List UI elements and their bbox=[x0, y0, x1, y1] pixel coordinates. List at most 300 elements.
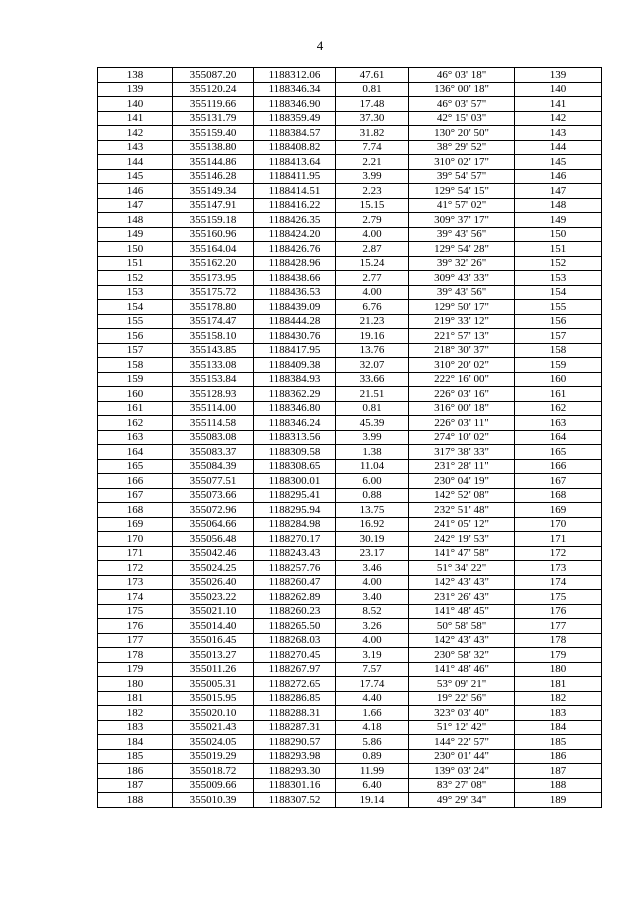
point-cell: 150 bbox=[98, 242, 173, 257]
y-coordinate-cell: 1188260.23 bbox=[254, 604, 336, 619]
next-point-cell: 184 bbox=[515, 720, 602, 735]
bearing-cell: 141° 48' 46" bbox=[409, 662, 515, 677]
table-row bbox=[98, 546, 602, 561]
point-cell: 174 bbox=[98, 590, 173, 605]
distance-cell: 0.81 bbox=[336, 82, 409, 97]
y-coordinate-cell: 1188309.58 bbox=[254, 445, 336, 460]
point-cell: 170 bbox=[98, 532, 173, 547]
x-coordinate-cell: 355021.43 bbox=[173, 720, 254, 735]
bearing-cell: 39° 32' 26" bbox=[409, 256, 515, 271]
x-coordinate-cell: 355014.40 bbox=[173, 619, 254, 634]
point-cell: 162 bbox=[98, 416, 173, 431]
bearing-cell: 51° 12' 42" bbox=[409, 720, 515, 735]
x-coordinate-cell: 355005.31 bbox=[173, 677, 254, 692]
point-cell: 167 bbox=[98, 488, 173, 503]
x-coordinate-cell: 355162.20 bbox=[173, 256, 254, 271]
x-coordinate-cell: 355174.47 bbox=[173, 314, 254, 329]
distance-cell: 17.48 bbox=[336, 97, 409, 112]
next-point-cell: 183 bbox=[515, 706, 602, 721]
point-cell: 159 bbox=[98, 372, 173, 387]
next-point-cell: 169 bbox=[515, 503, 602, 518]
table-row bbox=[98, 198, 602, 213]
table-row bbox=[98, 285, 602, 300]
point-cell: 141 bbox=[98, 111, 173, 126]
table-row bbox=[98, 256, 602, 271]
distance-cell: 2.87 bbox=[336, 242, 409, 257]
next-point-cell: 186 bbox=[515, 749, 602, 764]
distance-cell: 2.77 bbox=[336, 271, 409, 286]
table-row bbox=[98, 561, 602, 576]
point-cell: 183 bbox=[98, 720, 173, 735]
next-point-cell: 142 bbox=[515, 111, 602, 126]
x-coordinate-cell: 355160.96 bbox=[173, 227, 254, 242]
bearing-cell: 274° 10' 02" bbox=[409, 430, 515, 445]
point-cell: 166 bbox=[98, 474, 173, 489]
table-row bbox=[98, 735, 602, 750]
x-coordinate-cell: 355083.08 bbox=[173, 430, 254, 445]
distance-cell: 3.19 bbox=[336, 648, 409, 663]
x-coordinate-cell: 355144.86 bbox=[173, 155, 254, 170]
bearing-cell: 46° 03' 18" bbox=[409, 68, 515, 83]
y-coordinate-cell: 1188300.01 bbox=[254, 474, 336, 489]
distance-cell: 3.46 bbox=[336, 561, 409, 576]
distance-cell: 3.40 bbox=[336, 590, 409, 605]
distance-cell: 6.00 bbox=[336, 474, 409, 489]
table-row bbox=[98, 778, 602, 793]
bearing-cell: 231° 26' 43" bbox=[409, 590, 515, 605]
next-point-cell: 159 bbox=[515, 358, 602, 373]
point-cell: 169 bbox=[98, 517, 173, 532]
table-row bbox=[98, 111, 602, 126]
next-point-cell: 178 bbox=[515, 633, 602, 648]
next-point-cell: 188 bbox=[515, 778, 602, 793]
point-cell: 172 bbox=[98, 561, 173, 576]
next-point-cell: 160 bbox=[515, 372, 602, 387]
x-coordinate-cell: 355013.27 bbox=[173, 648, 254, 663]
bearing-cell: 323° 03' 40" bbox=[409, 706, 515, 721]
x-coordinate-cell: 355084.39 bbox=[173, 459, 254, 474]
next-point-cell: 164 bbox=[515, 430, 602, 445]
x-coordinate-cell: 355149.34 bbox=[173, 184, 254, 199]
x-coordinate-cell: 355128.93 bbox=[173, 387, 254, 402]
distance-cell: 3.99 bbox=[336, 430, 409, 445]
distance-cell: 6.76 bbox=[336, 300, 409, 315]
y-coordinate-cell: 1188346.24 bbox=[254, 416, 336, 431]
next-point-cell: 163 bbox=[515, 416, 602, 431]
distance-cell: 3.99 bbox=[336, 169, 409, 184]
table-row bbox=[98, 329, 602, 344]
x-coordinate-cell: 355153.84 bbox=[173, 372, 254, 387]
next-point-cell: 154 bbox=[515, 285, 602, 300]
y-coordinate-cell: 1188268.03 bbox=[254, 633, 336, 648]
x-coordinate-cell: 355023.22 bbox=[173, 590, 254, 605]
distance-cell: 4.18 bbox=[336, 720, 409, 735]
point-cell: 138 bbox=[98, 68, 173, 83]
next-point-cell: 177 bbox=[515, 619, 602, 634]
table-row bbox=[98, 430, 602, 445]
bearing-cell: 316° 00' 18" bbox=[409, 401, 515, 416]
table-row bbox=[98, 619, 602, 634]
distance-cell: 30.19 bbox=[336, 532, 409, 547]
y-coordinate-cell: 1188307.52 bbox=[254, 793, 336, 808]
table-row bbox=[98, 503, 602, 518]
x-coordinate-cell: 355133.08 bbox=[173, 358, 254, 373]
y-coordinate-cell: 1188288.31 bbox=[254, 706, 336, 721]
point-cell: 178 bbox=[98, 648, 173, 663]
distance-cell: 23.17 bbox=[336, 546, 409, 561]
bearing-cell: 53° 09' 21" bbox=[409, 677, 515, 692]
table-row bbox=[98, 372, 602, 387]
bearing-cell: 42° 15' 03" bbox=[409, 111, 515, 126]
point-cell: 164 bbox=[98, 445, 173, 460]
y-coordinate-cell: 1188287.31 bbox=[254, 720, 336, 735]
y-coordinate-cell: 1188243.43 bbox=[254, 546, 336, 561]
table-row bbox=[98, 97, 602, 112]
next-point-cell: 172 bbox=[515, 546, 602, 561]
distance-cell: 37.30 bbox=[336, 111, 409, 126]
table-row bbox=[98, 793, 602, 808]
y-coordinate-cell: 1188346.90 bbox=[254, 97, 336, 112]
y-coordinate-cell: 1188430.76 bbox=[254, 329, 336, 344]
table-row bbox=[98, 358, 602, 373]
next-point-cell: 179 bbox=[515, 648, 602, 663]
y-coordinate-cell: 1188416.22 bbox=[254, 198, 336, 213]
x-coordinate-cell: 355064.66 bbox=[173, 517, 254, 532]
next-point-cell: 143 bbox=[515, 126, 602, 141]
next-point-cell: 145 bbox=[515, 155, 602, 170]
table-row bbox=[98, 691, 602, 706]
point-cell: 156 bbox=[98, 329, 173, 344]
distance-cell: 6.40 bbox=[336, 778, 409, 793]
y-coordinate-cell: 1188428.96 bbox=[254, 256, 336, 271]
y-coordinate-cell: 1188346.34 bbox=[254, 82, 336, 97]
next-point-cell: 139 bbox=[515, 68, 602, 83]
distance-cell: 7.74 bbox=[336, 140, 409, 155]
next-point-cell: 166 bbox=[515, 459, 602, 474]
table-row bbox=[98, 677, 602, 692]
next-point-cell: 158 bbox=[515, 343, 602, 358]
next-point-cell: 152 bbox=[515, 256, 602, 271]
bearing-cell: 230° 58' 32" bbox=[409, 648, 515, 663]
point-cell: 180 bbox=[98, 677, 173, 692]
y-coordinate-cell: 1188301.16 bbox=[254, 778, 336, 793]
bearing-cell: 231° 28' 11" bbox=[409, 459, 515, 474]
point-cell: 155 bbox=[98, 314, 173, 329]
y-coordinate-cell: 1188362.29 bbox=[254, 387, 336, 402]
y-coordinate-cell: 1188439.09 bbox=[254, 300, 336, 315]
bearing-cell: 129° 50' 17" bbox=[409, 300, 515, 315]
y-coordinate-cell: 1188295.94 bbox=[254, 503, 336, 518]
distance-cell: 13.75 bbox=[336, 503, 409, 518]
x-coordinate-cell: 355018.72 bbox=[173, 764, 254, 779]
y-coordinate-cell: 1188284.98 bbox=[254, 517, 336, 532]
x-coordinate-cell: 355146.28 bbox=[173, 169, 254, 184]
bearing-cell: 242° 19' 53" bbox=[409, 532, 515, 547]
next-point-cell: 174 bbox=[515, 575, 602, 590]
point-cell: 171 bbox=[98, 546, 173, 561]
distance-cell: 2.21 bbox=[336, 155, 409, 170]
y-coordinate-cell: 1188286.85 bbox=[254, 691, 336, 706]
next-point-cell: 187 bbox=[515, 764, 602, 779]
next-point-cell: 157 bbox=[515, 329, 602, 344]
next-point-cell: 189 bbox=[515, 793, 602, 808]
y-coordinate-cell: 1188290.57 bbox=[254, 735, 336, 750]
table-row bbox=[98, 532, 602, 547]
point-cell: 187 bbox=[98, 778, 173, 793]
bearing-cell: 38° 29' 52" bbox=[409, 140, 515, 155]
table-row bbox=[98, 314, 602, 329]
table-row bbox=[98, 662, 602, 677]
distance-cell: 2.23 bbox=[336, 184, 409, 199]
bearing-cell: 39° 54' 57" bbox=[409, 169, 515, 184]
distance-cell: 15.24 bbox=[336, 256, 409, 271]
point-cell: 149 bbox=[98, 227, 173, 242]
bearing-cell: 39° 43' 56" bbox=[409, 227, 515, 242]
x-coordinate-cell: 355131.79 bbox=[173, 111, 254, 126]
bearing-cell: 230° 01' 44" bbox=[409, 749, 515, 764]
point-cell: 146 bbox=[98, 184, 173, 199]
x-coordinate-cell: 355011.26 bbox=[173, 662, 254, 677]
distance-cell: 21.23 bbox=[336, 314, 409, 329]
table-row bbox=[98, 242, 602, 257]
next-point-cell: 173 bbox=[515, 561, 602, 576]
next-point-cell: 156 bbox=[515, 314, 602, 329]
table-row bbox=[98, 445, 602, 460]
distance-cell: 32.07 bbox=[336, 358, 409, 373]
next-point-cell: 149 bbox=[515, 213, 602, 228]
table-row bbox=[98, 387, 602, 402]
table-row bbox=[98, 706, 602, 721]
point-cell: 163 bbox=[98, 430, 173, 445]
next-point-cell: 171 bbox=[515, 532, 602, 547]
x-coordinate-cell: 355010.39 bbox=[173, 793, 254, 808]
y-coordinate-cell: 1188308.65 bbox=[254, 459, 336, 474]
point-cell: 185 bbox=[98, 749, 173, 764]
distance-cell: 7.57 bbox=[336, 662, 409, 677]
table-row bbox=[98, 213, 602, 228]
table-row bbox=[98, 401, 602, 416]
y-coordinate-cell: 1188444.28 bbox=[254, 314, 336, 329]
table-row bbox=[98, 517, 602, 532]
table-row bbox=[98, 140, 602, 155]
bearing-cell: 19° 22' 56" bbox=[409, 691, 515, 706]
point-cell: 176 bbox=[98, 619, 173, 634]
point-cell: 148 bbox=[98, 213, 173, 228]
next-point-cell: 144 bbox=[515, 140, 602, 155]
bearing-cell: 221° 57' 13" bbox=[409, 329, 515, 344]
bearing-cell: 310° 02' 17" bbox=[409, 155, 515, 170]
bearing-cell: 51° 34' 22" bbox=[409, 561, 515, 576]
x-coordinate-cell: 355173.95 bbox=[173, 271, 254, 286]
distance-cell: 3.26 bbox=[336, 619, 409, 634]
point-cell: 147 bbox=[98, 198, 173, 213]
x-coordinate-cell: 355073.66 bbox=[173, 488, 254, 503]
bearing-cell: 129° 54' 15" bbox=[409, 184, 515, 199]
x-coordinate-cell: 355021.10 bbox=[173, 604, 254, 619]
y-coordinate-cell: 1188438.66 bbox=[254, 271, 336, 286]
next-point-cell: 150 bbox=[515, 227, 602, 242]
bearing-cell: 232° 51' 48" bbox=[409, 503, 515, 518]
distance-cell: 4.40 bbox=[336, 691, 409, 706]
y-coordinate-cell: 1188413.64 bbox=[254, 155, 336, 170]
x-coordinate-cell: 355056.48 bbox=[173, 532, 254, 547]
page-number: 4 bbox=[316, 38, 324, 53]
table-body bbox=[98, 68, 602, 808]
next-point-cell: 170 bbox=[515, 517, 602, 532]
x-coordinate-cell: 355072.96 bbox=[173, 503, 254, 518]
x-coordinate-cell: 355009.66 bbox=[173, 778, 254, 793]
next-point-cell: 161 bbox=[515, 387, 602, 402]
table-row bbox=[98, 474, 602, 489]
next-point-cell: 167 bbox=[515, 474, 602, 489]
bearing-cell: 226° 03' 11" bbox=[409, 416, 515, 431]
table-row bbox=[98, 169, 602, 184]
point-cell: 153 bbox=[98, 285, 173, 300]
y-coordinate-cell: 1188424.20 bbox=[254, 227, 336, 242]
bearing-cell: 83° 27' 08" bbox=[409, 778, 515, 793]
x-coordinate-cell: 355159.40 bbox=[173, 126, 254, 141]
point-cell: 154 bbox=[98, 300, 173, 315]
x-coordinate-cell: 355120.24 bbox=[173, 82, 254, 97]
table-row bbox=[98, 300, 602, 315]
next-point-cell: 165 bbox=[515, 445, 602, 460]
table-row bbox=[98, 749, 602, 764]
bearing-cell: 226° 03' 16" bbox=[409, 387, 515, 402]
y-coordinate-cell: 1188293.98 bbox=[254, 749, 336, 764]
bearing-cell: 222° 16' 00" bbox=[409, 372, 515, 387]
next-point-cell: 140 bbox=[515, 82, 602, 97]
table-row bbox=[98, 720, 602, 735]
point-cell: 151 bbox=[98, 256, 173, 271]
point-cell: 143 bbox=[98, 140, 173, 155]
point-cell: 188 bbox=[98, 793, 173, 808]
distance-cell: 5.86 bbox=[336, 735, 409, 750]
bearing-cell: 317° 38' 33" bbox=[409, 445, 515, 460]
bearing-cell: 230° 04' 19" bbox=[409, 474, 515, 489]
next-point-cell: 180 bbox=[515, 662, 602, 677]
x-coordinate-cell: 355026.40 bbox=[173, 575, 254, 590]
y-coordinate-cell: 1188436.53 bbox=[254, 285, 336, 300]
distance-cell: 8.52 bbox=[336, 604, 409, 619]
x-coordinate-cell: 355019.29 bbox=[173, 749, 254, 764]
next-point-cell: 182 bbox=[515, 691, 602, 706]
point-cell: 144 bbox=[98, 155, 173, 170]
bearing-cell: 142° 52' 08" bbox=[409, 488, 515, 503]
x-coordinate-cell: 355015.95 bbox=[173, 691, 254, 706]
x-coordinate-cell: 355143.85 bbox=[173, 343, 254, 358]
y-coordinate-cell: 1188295.41 bbox=[254, 488, 336, 503]
distance-cell: 1.38 bbox=[336, 445, 409, 460]
next-point-cell: 146 bbox=[515, 169, 602, 184]
bearing-cell: 142° 43' 43" bbox=[409, 575, 515, 590]
x-coordinate-cell: 355178.80 bbox=[173, 300, 254, 315]
distance-cell: 21.51 bbox=[336, 387, 409, 402]
point-cell: 173 bbox=[98, 575, 173, 590]
distance-cell: 4.00 bbox=[336, 633, 409, 648]
y-coordinate-cell: 1188312.06 bbox=[254, 68, 336, 83]
y-coordinate-cell: 1188414.51 bbox=[254, 184, 336, 199]
distance-cell: 15.15 bbox=[336, 198, 409, 213]
bearing-cell: 130° 20' 50" bbox=[409, 126, 515, 141]
point-cell: 179 bbox=[98, 662, 173, 677]
x-coordinate-cell: 355042.46 bbox=[173, 546, 254, 561]
distance-cell: 33.66 bbox=[336, 372, 409, 387]
y-coordinate-cell: 1188293.30 bbox=[254, 764, 336, 779]
y-coordinate-cell: 1188359.49 bbox=[254, 111, 336, 126]
bearing-cell: 49° 29' 34" bbox=[409, 793, 515, 808]
distance-cell: 16.92 bbox=[336, 517, 409, 532]
bearing-cell: 46° 03' 57" bbox=[409, 97, 515, 112]
next-point-cell: 185 bbox=[515, 735, 602, 750]
y-coordinate-cell: 1188384.93 bbox=[254, 372, 336, 387]
x-coordinate-cell: 355024.05 bbox=[173, 735, 254, 750]
distance-cell: 4.00 bbox=[336, 575, 409, 590]
point-cell: 181 bbox=[98, 691, 173, 706]
bearing-cell: 41° 57' 02" bbox=[409, 198, 515, 213]
point-cell: 145 bbox=[98, 169, 173, 184]
y-coordinate-cell: 1188260.47 bbox=[254, 575, 336, 590]
point-cell: 140 bbox=[98, 97, 173, 112]
x-coordinate-cell: 355016.45 bbox=[173, 633, 254, 648]
x-coordinate-cell: 355087.20 bbox=[173, 68, 254, 83]
y-coordinate-cell: 1188257.76 bbox=[254, 561, 336, 576]
distance-cell: 19.14 bbox=[336, 793, 409, 808]
next-point-cell: 141 bbox=[515, 97, 602, 112]
bearing-cell: 141° 48' 45" bbox=[409, 604, 515, 619]
point-cell: 139 bbox=[98, 82, 173, 97]
bearing-cell: 139° 03' 24" bbox=[409, 764, 515, 779]
point-cell: 160 bbox=[98, 387, 173, 402]
table-row bbox=[98, 126, 602, 141]
distance-cell: 31.82 bbox=[336, 126, 409, 141]
distance-cell: 11.99 bbox=[336, 764, 409, 779]
y-coordinate-cell: 1188272.65 bbox=[254, 677, 336, 692]
distance-cell: 19.16 bbox=[336, 329, 409, 344]
next-point-cell: 153 bbox=[515, 271, 602, 286]
distance-cell: 45.39 bbox=[336, 416, 409, 431]
y-coordinate-cell: 1188346.80 bbox=[254, 401, 336, 416]
distance-cell: 4.00 bbox=[336, 285, 409, 300]
y-coordinate-cell: 1188313.56 bbox=[254, 430, 336, 445]
bearing-cell: 136° 00' 18" bbox=[409, 82, 515, 97]
point-cell: 177 bbox=[98, 633, 173, 648]
distance-cell: 1.66 bbox=[336, 706, 409, 721]
bearing-cell: 142° 43' 43" bbox=[409, 633, 515, 648]
next-point-cell: 147 bbox=[515, 184, 602, 199]
bearing-cell: 144° 22' 57" bbox=[409, 735, 515, 750]
x-coordinate-cell: 355175.72 bbox=[173, 285, 254, 300]
y-coordinate-cell: 1188270.17 bbox=[254, 532, 336, 547]
y-coordinate-cell: 1188270.45 bbox=[254, 648, 336, 663]
x-coordinate-cell: 355077.51 bbox=[173, 474, 254, 489]
table-row bbox=[98, 488, 602, 503]
distance-cell: 0.89 bbox=[336, 749, 409, 764]
distance-cell: 47.61 bbox=[336, 68, 409, 83]
bearing-cell: 309° 37' 17" bbox=[409, 213, 515, 228]
table-row bbox=[98, 633, 602, 648]
bearing-cell: 309° 43' 33" bbox=[409, 271, 515, 286]
distance-cell: 0.81 bbox=[336, 401, 409, 416]
next-point-cell: 162 bbox=[515, 401, 602, 416]
y-coordinate-cell: 1188267.97 bbox=[254, 662, 336, 677]
distance-cell: 4.00 bbox=[336, 227, 409, 242]
coordinates-table bbox=[97, 67, 602, 808]
table-row bbox=[98, 184, 602, 199]
point-cell: 168 bbox=[98, 503, 173, 518]
x-coordinate-cell: 355138.80 bbox=[173, 140, 254, 155]
y-coordinate-cell: 1188426.76 bbox=[254, 242, 336, 257]
distance-cell: 17.74 bbox=[336, 677, 409, 692]
